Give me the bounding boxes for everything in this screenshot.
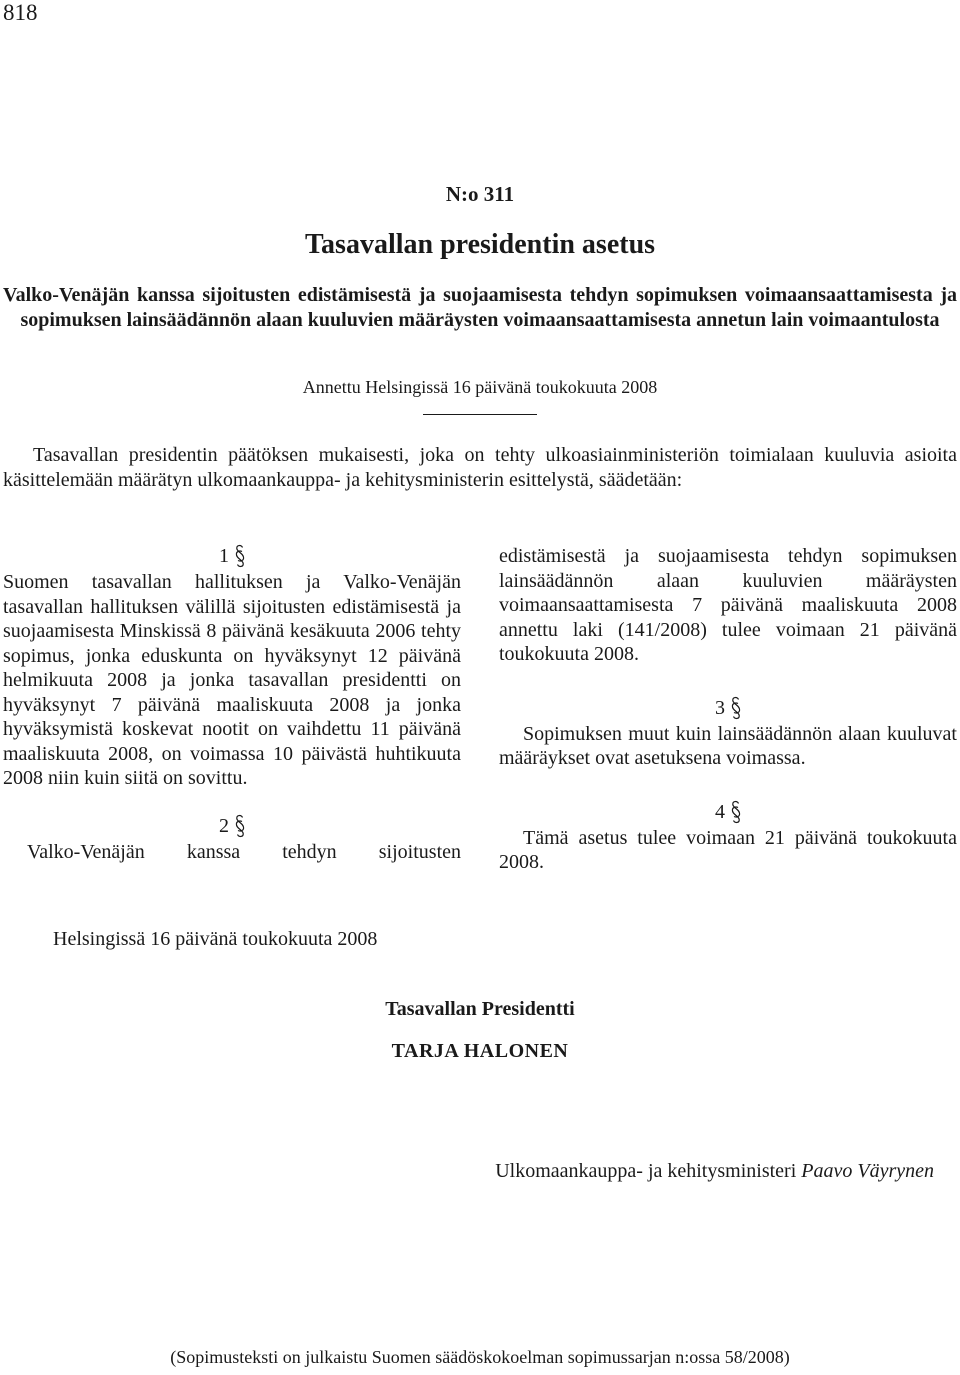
section-text-2-continued: edistämisestä ja suojaamisesta tehdyn sopimuksen lainsäädännön alaan kuuluvien määräysten voimaansaattamisesta 7 päivänä maaliskuuta 2008 annettu laki (141/2008) tulee voimaan 21 päivänä toukokuuta 2008. bbox=[499, 545, 957, 665]
preamble bbox=[3, 443, 957, 492]
section-heading-4 bbox=[499, 800, 957, 826]
section-number: 4 bbox=[715, 800, 725, 823]
section-sign-icon bbox=[731, 696, 741, 720]
minister-name: Paavo Väyrynen bbox=[801, 1160, 934, 1182]
president-name: TARJA HALONEN bbox=[391, 1040, 569, 1062]
section-heading-3 bbox=[499, 696, 957, 722]
right-column bbox=[499, 544, 957, 875]
minister-title: Ulkomaankauppa- ja kehitysministeri bbox=[495, 1160, 797, 1182]
footnote: (Sopimusteksti on julkaistu Suomen säädöskokoelman sopimussarjan n:ossa 58/2008) bbox=[170, 1347, 790, 1367]
left-column bbox=[3, 544, 461, 864]
section-number: 1 bbox=[219, 545, 229, 567]
section-text-3: Sopimuksen muut kuin lainsäädännön alaan kuuluvat määräykset ovat asetuksena voimassa. bbox=[499, 722, 957, 769]
section-sign-icon bbox=[235, 544, 245, 568]
divider-rule bbox=[423, 414, 537, 415]
given-date: Annettu Helsingissä 16 päivänä toukokuuta 2008 bbox=[302, 377, 658, 397]
section-text-2: Valko-Venäjän kanssa tehdyn sijoitusten bbox=[27, 840, 461, 863]
section-text-4: Tämä asetus tulee voimaan 21 päivänä toukokuuta 2008. bbox=[499, 826, 957, 873]
page-number: 818 bbox=[3, 0, 38, 25]
preamble-text: Tasavallan presidentin päätöksen mukaisesti, joka on tehty ulkoasiainministeriön toimialaan kuuluvia asioita käsittelemään määrätyn ulkomaankauppa- ja kehitysministerin esittelystä, säädetään: bbox=[3, 444, 957, 491]
section-sign-icon bbox=[235, 814, 245, 838]
section-heading-1 bbox=[3, 544, 461, 570]
section-heading-2 bbox=[3, 814, 461, 840]
minister-signature bbox=[495, 1160, 934, 1183]
document-title: Tasavallan presidentin asetus bbox=[304, 229, 656, 260]
section-sign-icon bbox=[731, 800, 741, 824]
section-number: 2 bbox=[219, 814, 229, 837]
section-text-1: Suomen tasavallan hallituksen ja Valko-Venäjän tasavallan hallituksen välillä sijoitusten edistämisestä ja suojaamisesta Minskissä 8 päivänä kesäkuuta 2006 tehty sopimus, jonka eduskunta on hyväksynyt 12 päivänä helmikuuta 2008 ja jonka tasavallan presidentti on hyväksynyt 7 päivänä maaliskuuta 2008 ja jonka hyväksymistä koskevat nootit on vaihdettu 11 päivänä maaliskuuta 2008, on voimassa 10 päivästä huhtikuuta 2008 niin kuin siitä on sovittu. bbox=[3, 571, 461, 789]
signing-place-date: Helsingissä 16 päivänä toukokuuta 2008 bbox=[53, 928, 378, 950]
document-number: N:o 311 bbox=[445, 182, 515, 206]
president-title: Tasavallan Presidentti bbox=[385, 998, 575, 1020]
document-subtitle: Valko-Venäjän kanssa sijoitusten edistämisestä ja suojaamisesta tehdyn sopimuksen voimaansaattamisesta ja sopimuksen lainsäädännön alaan kuuluvien määräysten voimaansaattamisesta annetun lain voimaantulosta bbox=[3, 284, 957, 331]
section-number: 3 bbox=[715, 696, 725, 719]
